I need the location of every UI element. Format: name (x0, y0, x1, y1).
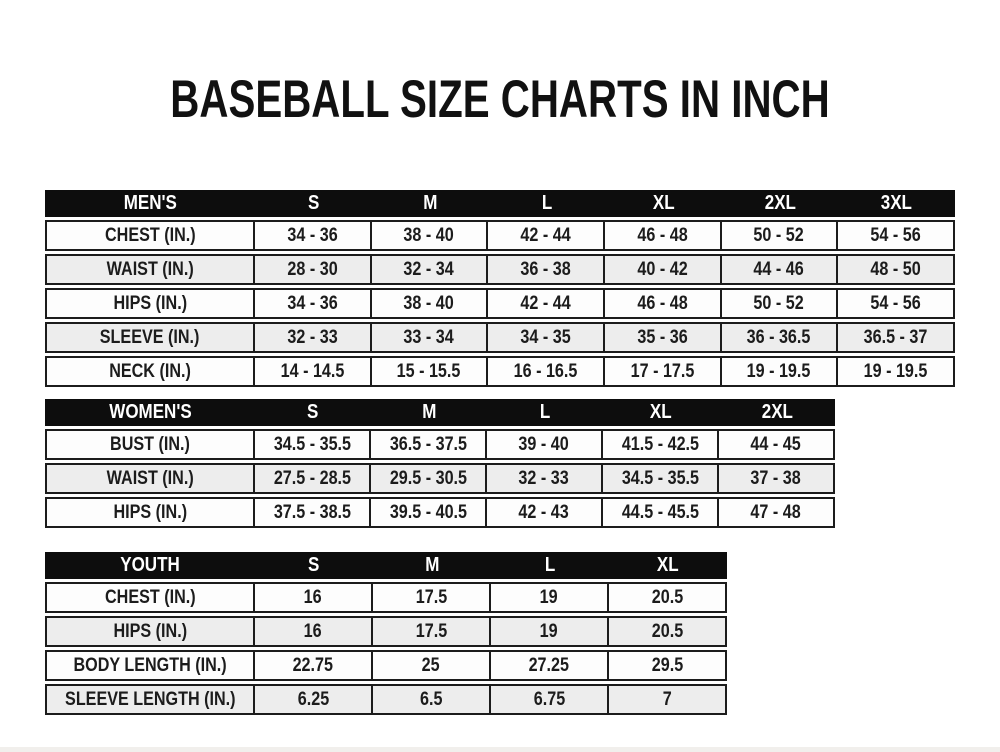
measurement-cell (488, 288, 605, 319)
measurement-cell (371, 429, 487, 460)
cell-text: L (539, 401, 551, 423)
table-row (45, 429, 835, 460)
cell-text: 36 - 36.5 (747, 326, 811, 348)
cell-text: 19 - 19.5 (747, 360, 811, 382)
size-header-cell (487, 399, 603, 426)
measurement-cell (372, 220, 489, 251)
measurement-cell (372, 254, 489, 285)
measurement-cell (255, 429, 371, 460)
cell-text: 44 - 46 (753, 258, 805, 280)
measurement-cell (371, 497, 487, 528)
row-label (45, 322, 255, 353)
cell-text: 42 - 44 (520, 224, 571, 246)
cell-text: MEN'S (123, 192, 177, 214)
cell-text: YOUTH (120, 554, 180, 576)
cell-text: 39.5 - 40.5 (389, 501, 467, 523)
measurement-cell (373, 650, 491, 681)
measurement-cell (255, 650, 373, 681)
cell-text: BODY LENGTH (IN.) (73, 654, 227, 676)
group-header-cell (45, 399, 255, 426)
size-header-cell (603, 399, 719, 426)
measurement-cell (838, 288, 955, 319)
cell-text: 46 - 48 (637, 292, 688, 314)
cell-text: 44 - 45 (750, 433, 802, 455)
cell-text: WAIST (IN.) (106, 258, 194, 280)
size-header-cell (722, 190, 839, 217)
cell-text: 3XL (881, 192, 913, 214)
cell-text: 38 - 40 (403, 224, 455, 246)
row-label (45, 254, 255, 285)
table-row (45, 463, 835, 494)
cell-text: 40 - 42 (637, 258, 688, 280)
cell-text: XL (657, 554, 679, 576)
cell-text: 20.5 (651, 586, 683, 608)
cell-text: 34.5 - 35.5 (621, 467, 699, 489)
cell-text: 19 (540, 586, 558, 608)
size-header-cell (609, 552, 727, 579)
size-header-cell (491, 552, 609, 579)
image-bottom-edge (0, 747, 1000, 752)
measurement-cell (838, 254, 955, 285)
cell-text: 34.5 - 35.5 (273, 433, 351, 455)
row-label (45, 497, 255, 528)
measurement-cell (372, 288, 489, 319)
cell-text: 22.75 (292, 654, 334, 676)
cell-text: 19 (540, 620, 558, 642)
cell-text: 44.5 - 45.5 (621, 501, 699, 523)
cell-text: 42 - 43 (518, 501, 570, 523)
cell-text: CHEST (IN.) (104, 586, 196, 608)
cell-text: 42 - 44 (520, 292, 571, 314)
header-row-youth (45, 552, 727, 579)
cell-text: 54 - 56 (870, 292, 921, 314)
measurement-cell (605, 254, 722, 285)
measurement-cell (603, 497, 719, 528)
cell-text: 34 - 36 (287, 292, 338, 314)
measurement-cell (722, 288, 839, 319)
cell-text: 35 - 36 (637, 326, 688, 348)
cell-text: 36.5 - 37.5 (389, 433, 467, 455)
cell-text: 37.5 - 38.5 (273, 501, 351, 523)
measurement-cell (609, 650, 727, 681)
measurement-cell (487, 497, 603, 528)
cell-text: 14 - 14.5 (280, 360, 345, 382)
row-label (45, 356, 255, 387)
measurement-cell (609, 684, 727, 715)
measurement-cell (255, 463, 371, 494)
cell-text: 32 - 34 (403, 258, 455, 280)
header-row-womens (45, 399, 835, 426)
cell-text: 32 - 33 (518, 467, 570, 489)
cell-text: 48 - 50 (870, 258, 921, 280)
cell-text: 15 - 15.5 (397, 360, 461, 382)
cell-text: 38 - 40 (403, 292, 455, 314)
mens-size-table-container (45, 187, 955, 390)
cell-text: NECK (IN.) (109, 360, 191, 382)
cell-text: HIPS (IN.) (113, 292, 187, 314)
measurement-cell (838, 220, 955, 251)
measurement-cell (605, 288, 722, 319)
row-label (45, 582, 255, 613)
measurement-cell (372, 322, 489, 353)
measurement-cell (722, 322, 839, 353)
row-label (45, 463, 255, 494)
measurement-cell (719, 429, 835, 460)
cell-text: M (424, 554, 440, 576)
cell-text: 2XL (764, 192, 796, 214)
table-row (45, 616, 727, 647)
cell-text: 7 (662, 688, 672, 710)
cell-text: L (544, 554, 556, 576)
size-table-mens (45, 187, 955, 390)
row-label (45, 288, 255, 319)
cell-text: 16 (304, 620, 322, 642)
cell-text: CHEST (IN.) (104, 224, 196, 246)
measurement-cell (373, 684, 491, 715)
cell-text: 25 (422, 654, 440, 676)
cell-text: WOMEN'S (108, 401, 192, 423)
table-row (45, 497, 835, 528)
group-header-cell (45, 190, 255, 217)
cell-text: 27.5 - 28.5 (273, 467, 351, 489)
measurement-cell (487, 463, 603, 494)
header-row-mens (45, 190, 955, 217)
size-table-womens (45, 396, 835, 531)
measurement-cell (609, 582, 727, 613)
cell-text: M (422, 192, 438, 214)
measurement-cell (487, 429, 603, 460)
measurement-cell (373, 582, 491, 613)
measurement-cell (603, 463, 719, 494)
measurement-cell (491, 616, 609, 647)
measurement-cell (491, 684, 609, 715)
cell-text: S (307, 401, 319, 423)
cell-text: 32 - 33 (287, 326, 338, 348)
size-header-cell (371, 399, 487, 426)
cell-text: 2XL (761, 401, 793, 423)
cell-text: 54 - 56 (870, 224, 921, 246)
size-header-cell (373, 552, 491, 579)
measurement-cell (838, 322, 955, 353)
cell-text: HIPS (IN.) (113, 620, 187, 642)
row-label (45, 616, 255, 647)
measurement-cell (488, 356, 605, 387)
measurement-cell (488, 220, 605, 251)
cell-text: L (541, 192, 552, 214)
cell-text: 39 - 40 (518, 433, 570, 455)
group-header-cell (45, 552, 255, 579)
cell-text: 50 - 52 (753, 292, 805, 314)
size-header-cell (255, 399, 371, 426)
measurement-cell (373, 616, 491, 647)
cell-text: 19 - 19.5 (863, 360, 928, 382)
cell-text: M (421, 401, 437, 423)
cell-text: 36.5 - 37 (863, 326, 928, 348)
measurement-cell (488, 254, 605, 285)
size-header-cell (838, 190, 955, 217)
cell-text: 50 - 52 (753, 224, 805, 246)
table-row (45, 582, 727, 613)
cell-text: 17.5 (415, 620, 447, 642)
womens-size-table-container (45, 396, 835, 531)
measurement-cell (491, 650, 609, 681)
measurement-cell (372, 356, 489, 387)
measurement-cell (609, 616, 727, 647)
cell-text: 33 - 34 (403, 326, 455, 348)
size-header-cell (488, 190, 605, 217)
measurement-cell (605, 322, 722, 353)
cell-text: S (307, 192, 319, 214)
cell-text: WAIST (IN.) (106, 467, 194, 489)
table-row (45, 254, 955, 285)
cell-text: 37 - 38 (750, 467, 802, 489)
cell-text: 27.25 (528, 654, 570, 676)
table-row (45, 650, 727, 681)
measurement-cell (605, 356, 722, 387)
cell-text: HIPS (IN.) (113, 501, 187, 523)
cell-text: 16 (304, 586, 322, 608)
table-row (45, 684, 727, 715)
measurement-cell (838, 356, 955, 387)
row-label (45, 684, 255, 715)
measurement-cell (255, 288, 372, 319)
table-row (45, 220, 955, 251)
cell-text: 34 - 36 (287, 224, 338, 246)
table-row (45, 322, 955, 353)
cell-text: SLEEVE (IN.) (100, 326, 200, 348)
cell-text: 28 - 30 (287, 258, 338, 280)
measurement-cell (255, 356, 372, 387)
size-header-cell (255, 552, 373, 579)
cell-text: S (308, 554, 320, 576)
cell-text: 17.5 (415, 586, 447, 608)
cell-text: 41.5 - 42.5 (621, 433, 699, 455)
measurement-cell (719, 497, 835, 528)
cell-text: SLEEVE LENGTH (IN.) (64, 688, 236, 710)
cell-text: 29.5 (651, 654, 683, 676)
cell-text: 20.5 (651, 620, 683, 642)
cell-text: 17 - 17.5 (630, 360, 695, 382)
youth-size-table-container (45, 549, 727, 718)
measurement-cell (255, 616, 373, 647)
page-title: BASEBALL SIZE CHARTS IN INCH (170, 70, 830, 129)
size-header-cell (372, 190, 489, 217)
row-label (45, 650, 255, 681)
measurement-cell (255, 684, 373, 715)
size-header-cell (605, 190, 722, 217)
table-row (45, 288, 955, 319)
cell-text: 47 - 48 (750, 501, 802, 523)
measurement-cell (255, 582, 373, 613)
measurement-cell (255, 254, 372, 285)
cell-text: 6.75 (533, 688, 565, 710)
cell-text: 6.5 (419, 688, 443, 710)
measurement-cell (488, 322, 605, 353)
cell-text: 34 - 35 (520, 326, 571, 348)
cell-text: 16 - 16.5 (513, 360, 578, 382)
measurement-cell (255, 322, 372, 353)
cell-text: 46 - 48 (637, 224, 688, 246)
cell-text: XL (652, 192, 675, 214)
cell-text: XL (650, 401, 672, 423)
measurement-cell (605, 220, 722, 251)
size-header-cell (719, 399, 835, 426)
size-table-youth (45, 549, 727, 718)
size-header-cell (255, 190, 372, 217)
cell-text: BUST (IN.) (110, 433, 190, 455)
cell-text: 36 - 38 (520, 258, 571, 280)
row-label (45, 429, 255, 460)
measurement-cell (719, 463, 835, 494)
row-label (45, 220, 255, 251)
table-row (45, 356, 955, 387)
cell-text: 6.25 (297, 688, 329, 710)
measurement-cell (603, 429, 719, 460)
measurement-cell (255, 220, 372, 251)
measurement-cell (371, 463, 487, 494)
measurement-cell (722, 254, 839, 285)
measurement-cell (491, 582, 609, 613)
cell-text: 29.5 - 30.5 (389, 467, 467, 489)
measurement-cell (722, 220, 839, 251)
measurement-cell (255, 497, 371, 528)
measurement-cell (722, 356, 839, 387)
